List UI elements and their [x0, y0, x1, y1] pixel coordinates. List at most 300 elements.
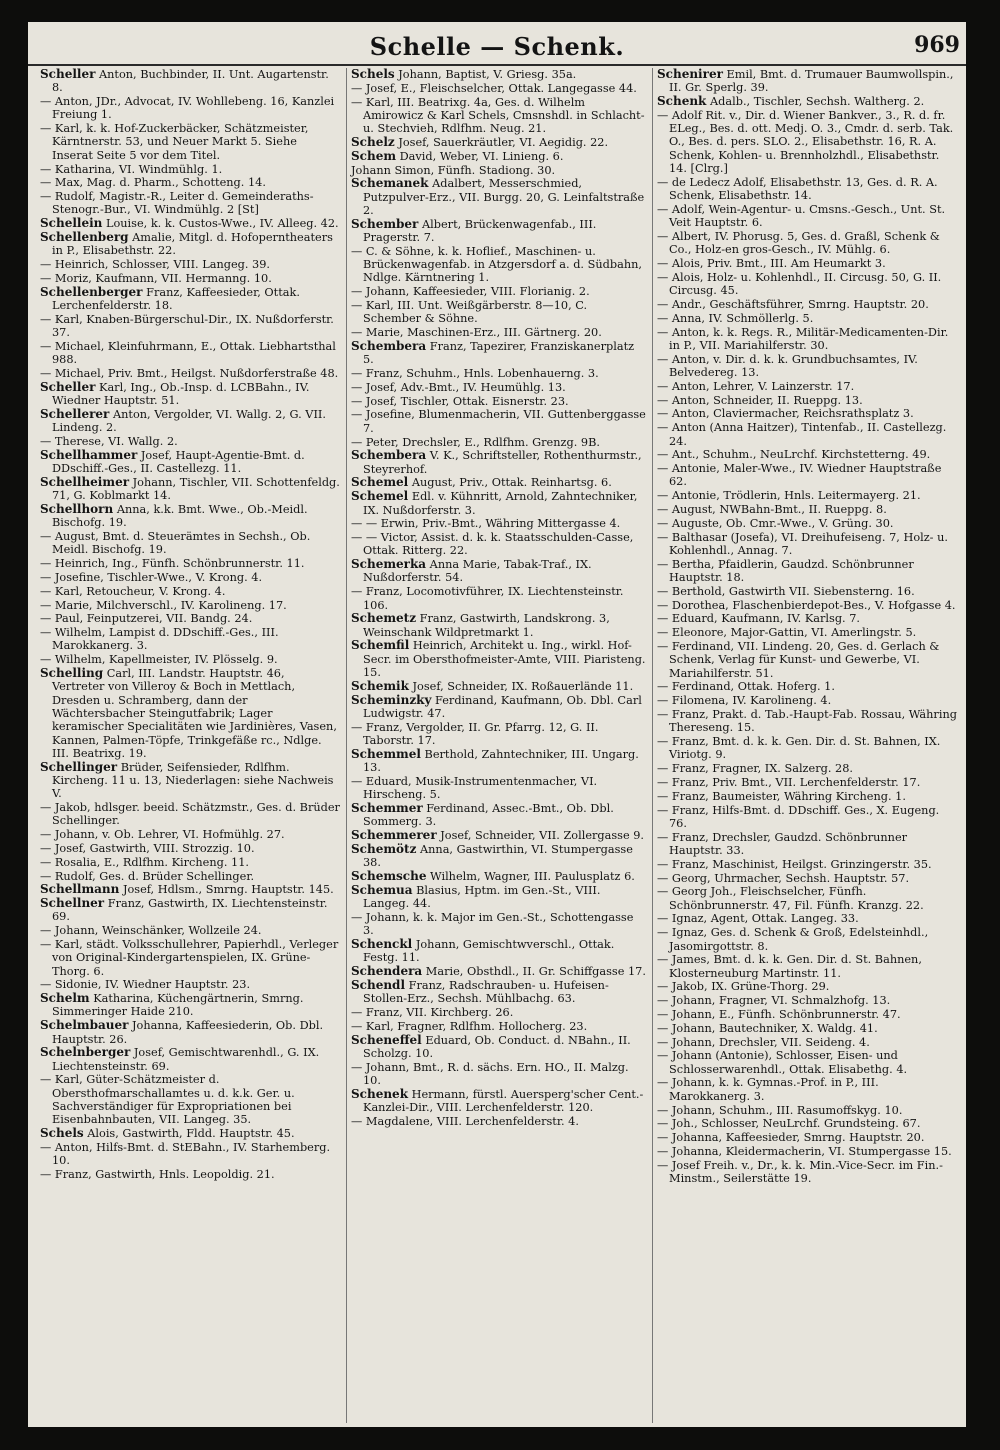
- directory-entry: [351, 1006, 647, 1019]
- directory-entry: [40, 801, 340, 828]
- entry-text: — Wilhelm, Kapellmeister, IV. Plösselg. 9.: [40, 653, 278, 667]
- entry-text: — Dorothea, Flaschenbierdepot-Bes., V. Hofgasse 4.: [657, 598, 956, 612]
- directory-entry: [657, 312, 957, 325]
- entry-text: Franz, Kaffeesieder, Ottak. Lerchenfelderstr. 18.: [52, 285, 300, 313]
- directory-entry: [657, 298, 957, 311]
- entry-text: — Anton, Schneider, II. Rueppg. 13.: [657, 393, 863, 407]
- entry-text: — — Victor, Assist. d. k. k. Staatsschulden-Casse, Ottak. Ritterg. 22.: [351, 531, 634, 558]
- directory-entry: [657, 831, 957, 858]
- entry-text: Johann, Tischler, VII. Schottenfeldg. 71, G. Koblmarkt 14.: [52, 475, 340, 503]
- directory-entry: [657, 612, 957, 625]
- entry-text: Heinrich, Architekt u. Ing., wirkl. Hof-Secr. im Obersthofmeister-Amte, VIII. Piaristeng. 15.: [363, 639, 646, 680]
- entry-text: Brüder, Seifensieder, Rdlfhm. Kircheng. 11 u. 13, Niederlagen: siehe Nachweis V.: [52, 760, 334, 801]
- entry-text: — Franz, Vergolder, II. Gr. Pfarrg. 12, G. II. Taborstr. 17.: [351, 720, 599, 748]
- entry-text: Josef, Haupt-Agentie-Bmt. d. DDschiff.-Ges., II. Castellezg. 11.: [52, 448, 305, 476]
- entry-text: — Michael, Kleinfuhrmann, E., Ottak. Liebhartsthal 988.: [40, 339, 336, 367]
- entry-text: Adalbert, Messerschmied, Putzpulver-Erz., VII. Burgg. 20, G. Leinfaltstraße 2.: [363, 177, 645, 217]
- entry-text: — Anton, k. k. Regs. R., Militär-Medicamenten-Dir. in P., VII. Mariahilferstr. 30.: [657, 325, 949, 352]
- directory-entry: [351, 979, 647, 1006]
- entry-surname: Schelling: [40, 666, 104, 681]
- directory-entry: [657, 271, 957, 298]
- directory-entry: [351, 775, 647, 802]
- page-title: Schelle — Schenk.: [369, 32, 625, 61]
- directory-entry: [40, 68, 340, 95]
- directory-entry: [657, 1131, 957, 1144]
- directory-entry: [657, 394, 957, 407]
- directory-entry: [40, 828, 340, 841]
- entry-text: — Franz, Drechsler, Gaudzd. Schönbrunner Hauptstr. 33.: [657, 830, 908, 857]
- entry-text: — Eduard, Kaufmann, IV. Karlsg. 7.: [657, 612, 861, 626]
- entry-surname: Schemua: [351, 882, 413, 897]
- entry-text: — Andr., Geschäftsführer, Smrng. Hauptstr. 20.: [657, 298, 929, 312]
- entry-text: Anton, Vergolder, VI. Wallg. 2, G. VII. Lindeng. 2.: [52, 407, 326, 435]
- entry-text: David, Weber, VI. Linieng. 6.: [399, 149, 564, 163]
- directory-entry: [40, 340, 340, 367]
- directory-entry: [351, 326, 647, 339]
- directory-entry: [657, 980, 957, 993]
- entry-text: — Anton, v. Dir. d. k. k. Grundbuchsamtes, IV. Belvedereg. 13.: [657, 352, 918, 380]
- entry-text: Anna Marie, Tabak-Traf., IX. Nußdorferstr. 54.: [363, 558, 592, 585]
- directory-entry: [40, 1127, 340, 1140]
- directory-entry: [40, 924, 340, 937]
- entry-text: — Karl, k. k. Hof-Zuckerbäcker, Schätzmeister, Kärntnerstr. 53, und Neuer Markt 5. Siehe Inserat Seite 5 vor dem Titel.: [40, 122, 309, 162]
- entry-text: Adalb., Tischler, Sechsh. Waltherg. 2.: [709, 95, 925, 109]
- directory-entry: [657, 885, 957, 912]
- directory-entry: [657, 109, 957, 175]
- directory-entry: [657, 503, 957, 516]
- directory-entry: [351, 911, 647, 938]
- directory-entry: [40, 612, 340, 625]
- directory-entry: [351, 585, 647, 612]
- entry-surname: Schellerer: [40, 406, 110, 421]
- entry-surname: Schellmann: [40, 882, 120, 897]
- entry-text: Blasius, Hptm. im Gen.-St., VIII. Langeg. 44.: [363, 883, 601, 911]
- entry-text: — Karl, Fragner, Rdlfhm. Hollocherg. 23.: [351, 1019, 588, 1033]
- entry-text: — Berthold, Gastwirth VII. Siebensterng. 16.: [657, 584, 915, 598]
- entry-surname: Schemsche: [351, 869, 427, 884]
- directory-entry: [657, 531, 957, 558]
- entry-text: — Johann, Bautechniker, X. Waldg. 41.: [657, 1021, 878, 1035]
- entry-text: — Marie, Milchverschl., IV. Karolineng. 17.: [40, 598, 287, 612]
- directory-entry: [657, 926, 957, 953]
- directory-entry: [351, 490, 647, 517]
- entry-text: Amalie, Mitgl. d. Hofoperntheaters in P., Elisabethstr. 22.: [52, 231, 333, 258]
- entry-text: Ferdinand, Assec.-Bmt., Ob. Dbl. Sommerg. 3.: [363, 802, 614, 829]
- entry-surname: Schelmbauer: [40, 1018, 129, 1033]
- directory-entry: [40, 530, 340, 557]
- entry-text: — Anton (Anna Haitzer), Tintenfab., II. Castellezg. 24.: [657, 421, 947, 448]
- directory-entry: [657, 176, 957, 203]
- entry-text: Katharina, Küchengärtnerin, Smrng. Simmeringer Haide 210.: [52, 992, 304, 1019]
- directory-entry: [351, 150, 647, 163]
- entry-surname: Schellein: [40, 216, 103, 231]
- entry-text: Josef, Sauerkräutler, VI. Aegidig. 22.: [398, 135, 609, 149]
- entry-text: Albert, Brückenwagenfab., III. Pragerstr. 7.: [363, 217, 597, 245]
- directory-entry: [40, 870, 340, 883]
- entry-text: — Johann (Antonie), Schlosser, Eisen- und Schlosserwarenhdl., Ottak. Elisabethg. 4.: [657, 1049, 908, 1076]
- entry-surname: Schenckl: [351, 937, 413, 951]
- directory-entry: [657, 872, 957, 885]
- directory-entry: [40, 122, 340, 162]
- directory-entry: [40, 856, 340, 869]
- directory-entry: [40, 599, 340, 612]
- directory-entry: [657, 708, 957, 735]
- entry-surname: Schemetz: [351, 611, 417, 626]
- entry-text: — Katharina, VI. Windmühlg. 1.: [40, 162, 223, 176]
- entry-text: — Karl, III. Unt. Weißgärberstr. 8—10, C. Schember & Söhne.: [351, 299, 588, 326]
- entry-text: — Josef, E., Fleischselcher, Ottak. Langegasse 44.: [351, 81, 637, 95]
- entry-text: — Josef, Tischler, Ottak. Eisnerstr. 23.: [351, 394, 569, 408]
- entry-text: — Johann, Weinschänker, Wollzeile 24.: [40, 924, 262, 938]
- entry-text: V. K., Schriftsteller, Rothenthurmstr., Steyrerhof.: [363, 449, 642, 476]
- column-right: [652, 68, 957, 1423]
- entry-text: Franz, Tapezirer, Franziskanerplatz 5.: [363, 339, 635, 367]
- entry-surname: Schembera: [351, 338, 427, 353]
- directory-entry: [657, 1036, 957, 1049]
- directory-entry: [40, 190, 340, 217]
- entry-text: Josef, Schneider, IX. Roßauerlände 11.: [412, 679, 634, 693]
- directory-entry: [40, 258, 340, 271]
- entry-text: — August, NWBahn-Bmt., II. Rueppg. 8.: [657, 503, 887, 516]
- entry-surname: Schels: [40, 1126, 84, 1141]
- directory-entry: [657, 326, 957, 353]
- entry-text: — Franz, Prakt. d. Tab.-Haupt-Fab. Rossau, Währing Thereseng. 15.: [657, 707, 957, 735]
- directory-entry: [351, 1020, 647, 1033]
- entry-surname: Schembera: [351, 448, 427, 463]
- directory-entry: [657, 953, 957, 980]
- entry-text: — Jakob, IX. Grüne-Thorg. 29.: [657, 980, 830, 994]
- directory-entry: [40, 557, 340, 570]
- entry-text: — Rudolf, Ges. d. Brüder Schellinger.: [40, 869, 255, 883]
- entry-text: Franz, Radschrauben- u. Hufeisen-Stollen-Erz., Sechsh. Mühlbachg. 63.: [363, 978, 609, 1006]
- entry-text: Josef, Gemischtwarenhdl., G. IX. Liechtensteinstr. 69.: [52, 1046, 320, 1073]
- entry-text: Anna, k.k. Bmt. Wwe., Ob.-Meidl. Bischofg. 19.: [52, 503, 308, 530]
- entry-text: Ferdinand, Kaufmann, Ob. Dbl. Carl Ludwigstr. 47.: [363, 693, 642, 720]
- entry-text: — Ferdinand, Ottak. Hoferg. 1.: [657, 680, 835, 694]
- directory-entry: [40, 653, 340, 666]
- directory-entry: [40, 449, 340, 476]
- directory-entry: [40, 217, 340, 230]
- entry-text: — Antonie, Maler-Wwe., IV. Wiedner Hauptstraße 62.: [657, 462, 942, 489]
- page-number: 969: [914, 32, 960, 58]
- entry-text: Karl, Ing., Ob.-Insp. d. LCBBahn., IV. Wiedner Hauptstr. 51.: [52, 380, 310, 408]
- entry-text: — Karl, Güter-Schätzmeister d. Obersthofmarschallamtes u. d. k.k. Ger. u. Sachverständiger für Expropriationen bei Eisenbahnbauten, VII. Langeg. 35.: [40, 1073, 295, 1127]
- entry-text: — C. & Söhne, k. k. Hoflief., Maschinen- u. Brückenwagenfab. in Atzgersdorf a. d. Südbahn, Ndlge. Kärntnering 1.: [351, 244, 642, 285]
- entry-text: — Johann, Bmt., R. d. sächs. Ern. HO., II. Malzg. 10.: [351, 1060, 629, 1087]
- entry-surname: Schenek: [351, 1086, 409, 1101]
- directory-entry: [657, 1145, 957, 1158]
- directory-entry: [351, 299, 647, 326]
- entry-text: — Franz, Baumeister, Währing Kircheng. 1.: [657, 789, 906, 803]
- directory-entry: [351, 938, 647, 965]
- directory-entry: [657, 912, 957, 925]
- entry-text: — Alois, Priv. Bmt., III. Am Heumarkt 3.: [657, 257, 886, 271]
- entry-text: — Josef Freih. v., Dr., k. k. Min.-Vice-Secr. im Fin.-Minstm., Seilerstätte 19.: [657, 1158, 943, 1186]
- entry-text: — August, Bmt. d. Steuerämtes in Sechsh., Ob. Meidl. Bischofg. 19.: [40, 530, 311, 557]
- entry-text: — Franz, Fragner, IX. Salzerg. 28.: [657, 762, 853, 776]
- entry-surname: Schellheimer: [40, 474, 130, 489]
- entry-surname: Schemmerer: [351, 828, 437, 843]
- entry-text: — Anna, IV. Schmöllerlg. 5.: [657, 311, 814, 325]
- entry-text: Louise, k. k. Custos-Wwe., IV. Alleeg. 42.: [105, 217, 339, 231]
- directory-entry: [657, 1159, 957, 1186]
- directory-entry: [40, 897, 340, 924]
- directory-entry: [657, 68, 957, 95]
- directory-entry: [657, 462, 957, 489]
- directory-entry: [40, 992, 340, 1019]
- directory-entry: [351, 476, 647, 489]
- directory-entry: [351, 408, 647, 435]
- directory-entry: [657, 735, 957, 762]
- entry-text: — Magdalene, VIII. Lerchenfelderstr. 4.: [351, 1114, 579, 1128]
- directory-entry: [40, 1073, 340, 1126]
- directory-entry: [657, 694, 957, 707]
- entry-text: — Karl, III. Beatrixg. 4a, Ges. d. Wilhelm Amirowicz & Karl Schels, Cmsnshdl. in Schlacht- u. Stechvieh, Rdlfhm. Neug. 21.: [351, 95, 645, 136]
- entry-surname: Schelm: [40, 991, 90, 1006]
- directory-entry: [351, 802, 647, 829]
- directory-entry: [657, 448, 957, 461]
- entry-text: — Karl, Retoucheur, V. Krong. 4.: [40, 584, 226, 598]
- directory-entry: [40, 626, 340, 653]
- entry-text: — Adolf, Wein-Agentur- u. Cmsns.-Gesch., Unt. St. Veit Hauptstr. 6.: [657, 202, 946, 230]
- directory-entry: [351, 517, 647, 530]
- entry-text: — Peter, Drechsler, E., Rdlfhm. Grenzg. 9B.: [351, 435, 600, 449]
- entry-text: — Franz, Priv. Bmt., VII. Lerchenfelderstr. 17.: [657, 775, 921, 789]
- directory-entry: [351, 164, 647, 177]
- directory-entry: [351, 694, 647, 721]
- entry-surname: Schemötz: [351, 841, 417, 856]
- directory-entry: [351, 82, 647, 95]
- directory-entry: [657, 558, 957, 585]
- directory-entry: [40, 1046, 340, 1073]
- directory-entry: [351, 218, 647, 245]
- entry-text: — Franz, Hilfs-Bmt. d. DDschiff. Ges., X. Eugeng. 76.: [657, 803, 940, 830]
- directory-entry: [657, 380, 957, 393]
- entry-text: — Georg Joh., Fleischselcher, Fünfh. Schönbrunnerstr. 47, Fil. Fünfh. Kranzg. 22.: [657, 885, 924, 912]
- directory-entry: [40, 231, 340, 258]
- directory-entry: [657, 626, 957, 639]
- directory-entry: [351, 245, 647, 285]
- entry-surname: Schemel: [351, 489, 409, 504]
- columns: [40, 68, 956, 1423]
- entry-text: — Johann, Drechsler, VII. Seideng. 4.: [657, 1035, 870, 1049]
- directory-entry: [351, 1061, 647, 1088]
- entry-text: Johann Simon, Fünfh. Stadiong. 30.: [351, 163, 556, 177]
- entry-text: — Alois, Holz- u. Kohlenhdl., II. Circusg. 50, G. II. Circusg. 45.: [657, 270, 942, 298]
- entry-surname: Schemfil: [351, 638, 410, 653]
- entry-text: — Josefine, Tischler-Wwe., V. Krong. 4.: [40, 570, 263, 584]
- directory-entry: [351, 1115, 647, 1128]
- directory-entry: [657, 1076, 957, 1103]
- directory-entry: [351, 449, 647, 476]
- directory-entry: [351, 829, 647, 842]
- directory-entry: [657, 1117, 957, 1130]
- entry-text: — Franz, Maschinist, Heilgst. Grinzingerstr. 35.: [657, 857, 932, 871]
- directory-entry: [40, 272, 340, 285]
- directory-entry: [351, 1034, 647, 1061]
- entry-surname: Schellhammer: [40, 447, 138, 462]
- directory-entry: [40, 163, 340, 176]
- entry-text: Johanna, Kaffeesiederin, Ob. Dbl. Hauptstr. 26.: [52, 1019, 324, 1046]
- directory-entry: [657, 790, 957, 803]
- entry-text: Hermann, fürstl. Auersperg'scher Cent.-Kanzlei-Dir., VIII. Lerchenfelderstr. 120.: [363, 1087, 644, 1115]
- entry-text: Franz, Gastwirth, Landskrong. 3, Weinschank Wildpretmarkt 1.: [363, 612, 610, 639]
- directory-entry: [40, 571, 340, 584]
- directory-entry: [657, 489, 957, 502]
- entry-text: — de Ledecz Adolf, Elisabethstr. 13, Ges. d. R. A. Schenk, Elisabethstr. 14.: [657, 175, 938, 203]
- directory-entry: [657, 585, 957, 598]
- entry-text: — Franz, Locomotivführer, IX. Liechtensteinstr. 106.: [351, 585, 624, 612]
- entry-text: — Johann, E., Fünfh. Schönbrunnerstr. 47.: [657, 1007, 901, 1021]
- directory-entry: [657, 804, 957, 831]
- entry-text: — Ignaz, Agent, Ottak. Langeg. 33.: [657, 912, 859, 926]
- column-left: [40, 68, 340, 1423]
- directory-entry: [657, 257, 957, 270]
- entry-text: — Karl, städt. Volksschullehrer, Papierhdl., Verleger von Original-Kindergartenspielen, IX. Grüne-Thorg. 6.: [40, 938, 339, 978]
- entry-text: — Franz, VII. Kirchberg. 26.: [351, 1005, 514, 1019]
- directory-entry: [40, 367, 340, 380]
- directory-entry: [657, 858, 957, 871]
- entry-text: — Eduard, Musik-Instrumentenmacher, VI. Hirscheng. 5.: [351, 774, 598, 802]
- entry-surname: Scheller: [40, 68, 96, 81]
- directory-entry: [657, 640, 957, 680]
- directory-entry: [40, 1141, 340, 1168]
- entry-text: — Ferdinand, VII. Lindeng. 20, Ges. d. Gerlach & Schenk, Verlag für Kunst- und Gewerbe, VI. Mariahilferstr. 51.: [657, 639, 940, 680]
- entry-text: Edl. v. Kühnritt, Arnold, Zahntechniker, IX. Nußdorferstr. 3.: [363, 490, 638, 517]
- entry-text: Berthold, Zahntechniker, III. Ungarg. 13.: [363, 747, 639, 775]
- entry-text: Wilhelm, Wagner, III. Paulusplatz 6.: [430, 870, 635, 884]
- directory-entry: [351, 96, 647, 136]
- directory-entry: [351, 395, 647, 408]
- entry-text: — Heinrich, Ing., Fünfh. Schönbrunnerstr. 11.: [40, 557, 305, 571]
- directory-entry: [351, 367, 647, 380]
- entry-text: — Josefine, Blumenmacherin, VII. Guttenberggasse 7.: [351, 408, 646, 435]
- directory-entry: [657, 762, 957, 775]
- entry-text: Josef, Hdlsm., Smrng. Hauptstr. 145.: [122, 883, 334, 897]
- directory-entry: [40, 978, 340, 991]
- directory-page: [28, 22, 966, 1427]
- entry-text: Alois, Gastwirth, Fldd. Hauptstr. 45.: [87, 1127, 295, 1141]
- directory-entry: [351, 680, 647, 693]
- entry-text: — James, Bmt. d. k. k. Gen. Dir. d. St. Bahnen, Klosterneuburg Martinstr. 11.: [657, 953, 922, 980]
- directory-entry: [351, 870, 647, 883]
- directory-entry: [351, 965, 647, 978]
- entry-text: Marie, Obsthdl., II. Gr. Schiffgasse 17.: [425, 965, 646, 979]
- entry-surname: Scheneffel: [351, 1032, 422, 1047]
- entry-text: — Moriz, Kaufmann, VII. Hermanng. 10.: [40, 271, 272, 285]
- directory-entry: [657, 680, 957, 693]
- entry-text: Eduard, Ob. Conduct. d. NBahn., II. Scholzg. 10.: [363, 1033, 631, 1060]
- directory-entry: [657, 517, 957, 530]
- entry-text: — Johann, v. Ob. Lehrer, VI. Hofmühlg. 27.: [40, 828, 285, 842]
- directory-entry: [657, 407, 957, 420]
- entry-text: — Ant., Schuhm., NeuLrchf. Kirchstetterng. 49.: [657, 448, 931, 462]
- entry-surname: Schels: [351, 68, 395, 81]
- directory-entry: [40, 176, 340, 189]
- directory-entry: [657, 1008, 957, 1021]
- directory-entry: [40, 408, 340, 435]
- entry-text: — Rosalia, E., Rdlfhm. Kircheng. 11.: [40, 855, 249, 869]
- directory-entry: [40, 313, 340, 340]
- directory-entry: [657, 421, 957, 448]
- entry-surname: Schemerka: [351, 557, 427, 572]
- directory-entry: [40, 761, 340, 801]
- directory-entry: [657, 95, 957, 108]
- directory-entry: [351, 285, 647, 298]
- entry-surname: Schendera: [351, 964, 423, 979]
- entry-text: — Johann, Fragner, VI. Schmalzhofg. 13.: [657, 994, 891, 1008]
- entry-surname: Schellinger: [40, 759, 118, 774]
- entry-text: — Franz, Schuhm., Hnls. Lobenhauerng. 3.: [351, 367, 599, 381]
- entry-text: — Bertha, Pfaidlerin, Gaudzd. Schönbrunner Hauptstr. 18.: [657, 557, 914, 584]
- entry-surname: Scheller: [40, 379, 96, 394]
- entry-text: — Anton, Claviermacher, Reichsrathsplatz 3.: [657, 407, 914, 421]
- entry-text: Anna, Gastwirthin, VI. Stumpergasse 38.: [363, 842, 633, 870]
- directory-entry: [40, 95, 340, 122]
- entry-surname: Schemik: [351, 678, 409, 693]
- entry-text: — Ignaz, Ges. d. Schenk & Groß, Edelsteinhdl., Jasomirgottstr. 8.: [657, 926, 929, 953]
- directory-entry: [657, 1049, 957, 1076]
- directory-entry: [351, 136, 647, 149]
- directory-entry: [351, 436, 647, 449]
- directory-entry: [40, 381, 340, 408]
- directory-entry: [657, 994, 957, 1007]
- entry-surname: Scheminzky: [351, 692, 432, 707]
- entry-text: — Paul, Feinputzerei, VII. Bandg. 24.: [40, 612, 253, 626]
- entry-surname: Schellenberg: [40, 230, 129, 245]
- entry-surname: Schellenberger: [40, 284, 143, 299]
- entry-text: Josef, Schneider, VII. Zollergasse 9.: [440, 829, 645, 843]
- entry-text: — Heinrich, Schlosser, VIII. Langeg. 39.: [40, 258, 271, 272]
- entry-surname: Schellner: [40, 896, 105, 911]
- directory-entry: [351, 884, 647, 911]
- entry-text: — Rudolf, Magistr.-R., Leiter d. Gemeinderaths-Stenogr.-Bur., VI. Windmühlg. 2 [St]: [40, 190, 314, 217]
- directory-entry: [40, 883, 340, 896]
- entry-text: — Antonie, Trödlerin, Hnls. Leitermayerg. 21.: [657, 489, 921, 503]
- entry-text: — Auguste, Ob. Cmr.-Wwe., V. Grüng. 30.: [657, 516, 894, 530]
- entry-surname: Schemel: [351, 475, 409, 490]
- entry-text: — Georg, Uhrmacher, Sechsh. Hauptstr. 57.: [657, 871, 910, 885]
- entry-text: — Johanna, Kaffeesieder, Smrng. Hauptstr. 20.: [657, 1131, 925, 1145]
- entry-surname: Schellhorn: [40, 502, 114, 516]
- entry-surname: Schemmer: [351, 801, 423, 816]
- directory-entry: [40, 842, 340, 855]
- entry-text: — Karl, Knaben-Bürgerschul-Dir., IX. Nußdorferstr. 37.: [40, 312, 334, 340]
- directory-entry: [40, 435, 340, 448]
- entry-text: — Anton, Lehrer, V. Lainzerstr. 17.: [657, 379, 855, 393]
- directory-entry: [40, 585, 340, 598]
- entry-surname: Schenk: [657, 94, 707, 109]
- entry-text: Carl, III. Landstr. Hauptstr. 46, Vertreter von Villeroy & Boch in Mettlach, Dresden u. Schramberg, dann der Wächtersbacher Steingutfabrik; Lager keramischer Specialitäten wie Jardinières, Vasen, Kannen, Palmen-Töpfe, Trinkgefäße rc., Ndlge. III. Beatrixg. 19.: [52, 667, 337, 760]
- entry-text: — Filomena, IV. Karolineng. 4.: [657, 694, 832, 708]
- entry-surname: Schemanek: [351, 176, 429, 191]
- entry-text: August, Priv., Ottak. Reinhartsg. 6.: [411, 476, 612, 490]
- entry-text: — — Erwin, Priv.-Bmt., Währing Mittergasse 4.: [351, 517, 621, 531]
- entry-surname: Schenirer: [657, 68, 723, 81]
- entry-text: Johann, Gemischtwverschl., Ottak. Festg. 11.: [363, 938, 615, 965]
- directory-entry: [351, 843, 647, 870]
- entry-text: — Balthasar (Josefa), VI. Dreihufeiseng. 7, Holz- u. Kohlenhdl., Annag. 7.: [657, 530, 948, 557]
- directory-entry: [657, 353, 957, 380]
- directory-entry: [657, 599, 957, 612]
- entry-text: Emil, Bmt. d. Trumauer Baumwollspin., II. Gr. Sperlg. 39.: [669, 68, 954, 95]
- directory-entry: [351, 612, 647, 639]
- entry-text: — Therese, VI. Wallg. 2.: [40, 435, 178, 449]
- column-middle: [346, 68, 647, 1423]
- directory-entry: [351, 639, 647, 679]
- directory-entry: [351, 340, 647, 367]
- entry-text: — Josef, Gastwirth, VIII. Strozzig. 10.: [40, 841, 255, 855]
